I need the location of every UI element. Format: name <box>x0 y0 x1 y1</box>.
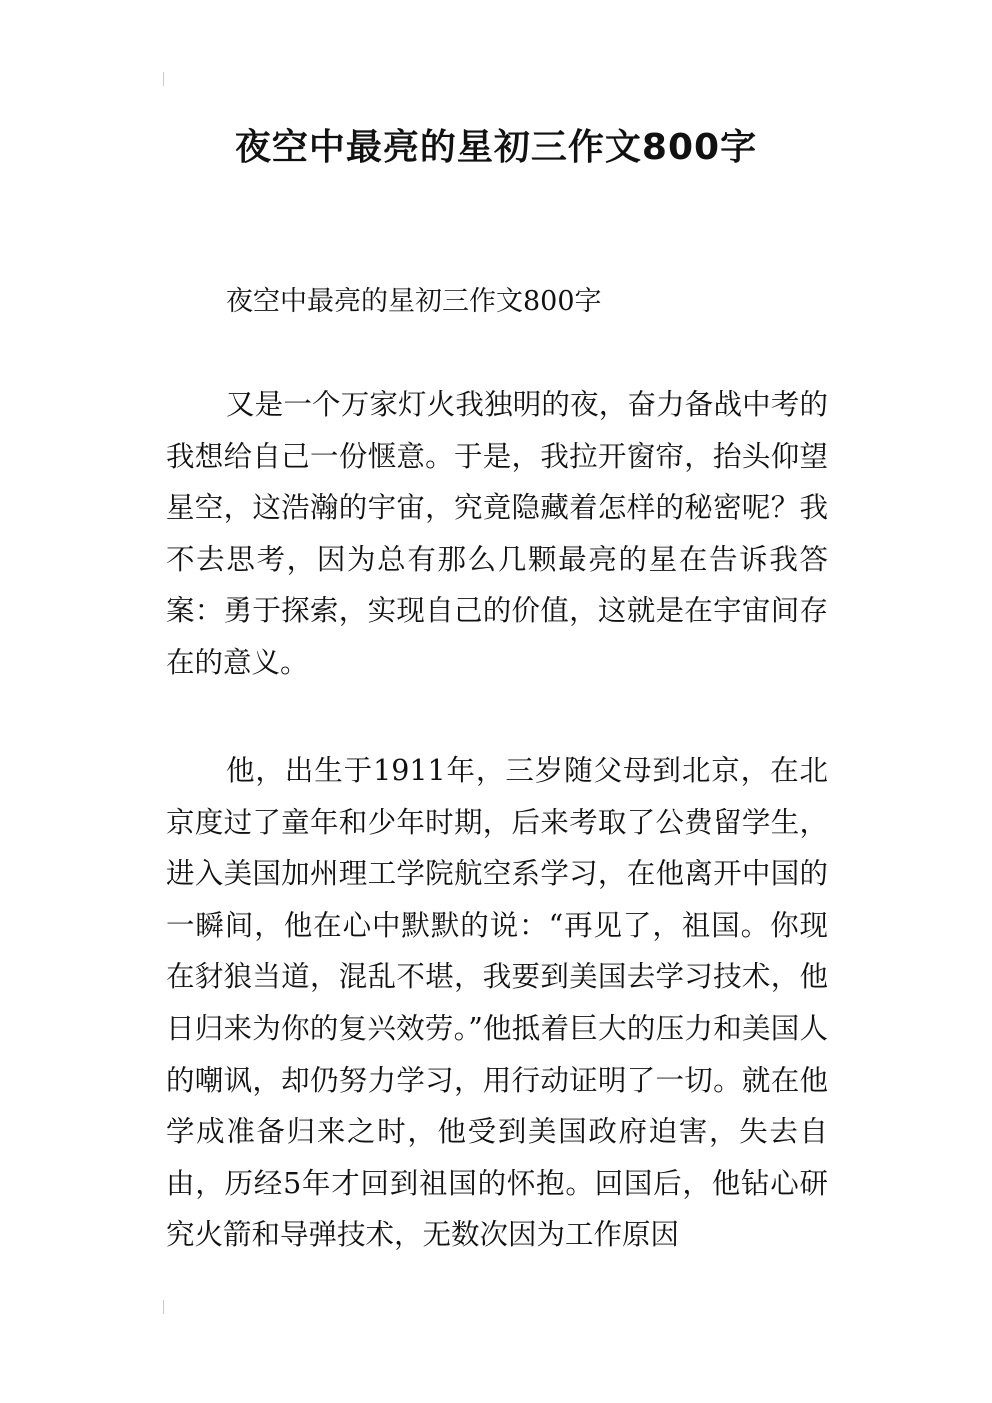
paragraph-2: 他，出生于1911年，三岁随父母到北京，在北京度过了童年和少年时期，后来考取了公费留学生，进入美国加州理工学院航空系学习，在他离开中国的一瞬间，他在心中默默的说：“再见了，祖国。你现在豺狼当道，混乱不堪，我要到美国去学习技术，他日归来为你的复兴效劳。”他抵着巨大的压力和美国人的嘲讽，却仍努力学习，用行动证明了一切。就在他学成准备归来之时，他受到美国政府迫害，失去自由，历经5年才回到祖国的怀抱。回国后，他钻心研究火箭和导弹技术，无数次因为工作原因 <box>166 754 828 1252</box>
page-corner-mark-bottom <box>163 1300 164 1314</box>
document-subtitle: 夜空中最亮的星初三作文800字 <box>226 286 602 317</box>
page-corner-mark-top <box>163 72 164 86</box>
document-title: 夜空中最亮的星初三作文800字 <box>234 127 758 168</box>
paragraph-1: 又是一个万家灯火我独明的夜，奋力备战中考的我想给自己一份惬意。于是，我拉开窗帘，抬头仰望星空，这浩瀚的宇宙，究竟隐藏着怎样的秘密呢？我不去思考，因为总有那么几颗最亮的星在告诉我答案：勇于探索，实现自己的价值，这就是在宇宙间存在的意义。 <box>166 388 828 679</box>
